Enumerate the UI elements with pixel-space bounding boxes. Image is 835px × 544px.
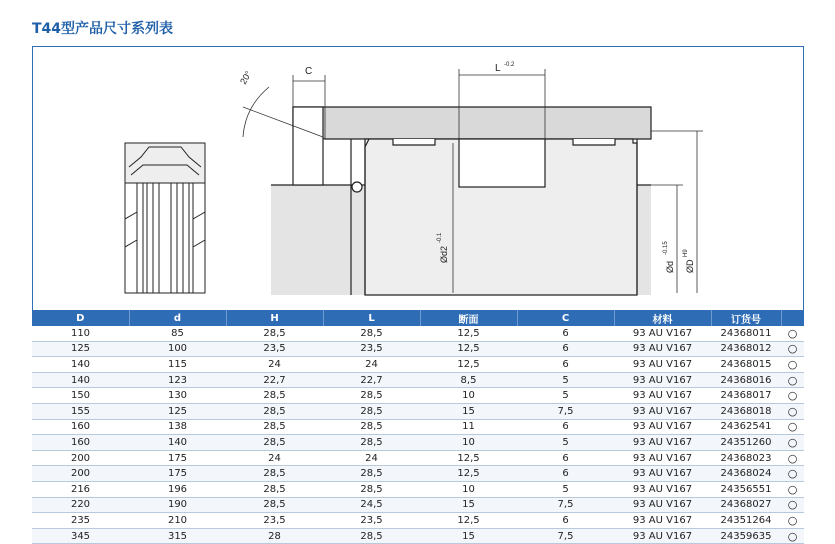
cell-col-H: 28,5 [226, 481, 323, 497]
cell-col-material: 93 AU V167 [614, 357, 711, 373]
drawing-frame [32, 46, 804, 310]
select-circle[interactable]: ○ [781, 326, 804, 341]
cell-col-H: 28 [226, 528, 323, 544]
cell-col-material: 93 AU V167 [614, 403, 711, 419]
label-D: ØD [685, 259, 695, 273]
cell-col-order-no: 24368015 [711, 357, 781, 373]
select-circle[interactable]: ○ [781, 435, 804, 451]
table-header-row [32, 310, 804, 326]
cell-col-section: 10 [420, 388, 517, 404]
cell-col-section: 15 [420, 528, 517, 544]
cell-col-material: 93 AU V167 [614, 435, 711, 451]
cell-col-C: 6 [517, 450, 614, 466]
cell-col-C: 6 [517, 341, 614, 357]
table-row [32, 435, 804, 451]
cell-col-D: 110 [32, 326, 129, 341]
cell-col-L: 28,5 [323, 481, 420, 497]
cell-col-C: 6 [517, 513, 614, 529]
cell-col-L: 28,5 [323, 528, 420, 544]
cell-col-D: 140 [32, 357, 129, 373]
select-circle[interactable]: ○ [781, 497, 804, 513]
cell-col-order-no: 24362541 [711, 419, 781, 435]
cell-col-L: 22,7 [323, 372, 420, 388]
cell-col-L: 28,5 [323, 419, 420, 435]
header-col-order-no: 订货号 [711, 310, 781, 326]
cell-col-L: 28,5 [323, 403, 420, 419]
header-col-C: C [517, 310, 614, 326]
select-circle[interactable]: ○ [781, 419, 804, 435]
select-circle[interactable]: ○ [781, 357, 804, 373]
cell-col-order-no: 24368024 [711, 466, 781, 482]
cell-col-d: 115 [129, 357, 226, 373]
cell-col-section: 12,5 [420, 450, 517, 466]
header-col-d: d [129, 310, 226, 326]
cell-col-L: 28,5 [323, 326, 420, 341]
cell-col-d: 210 [129, 513, 226, 529]
cell-col-material: 93 AU V167 [614, 513, 711, 529]
cell-col-section: 12,5 [420, 357, 517, 373]
table-row [32, 466, 804, 482]
header-col-H: H [226, 310, 323, 326]
cell-col-D: 220 [32, 497, 129, 513]
cell-col-C: 7,5 [517, 497, 614, 513]
cell-col-D: 140 [32, 372, 129, 388]
table-row [32, 326, 804, 341]
cell-col-D: 125 [32, 341, 129, 357]
select-circle[interactable]: ○ [781, 372, 804, 388]
cell-col-H: 28,5 [226, 388, 323, 404]
size-table [32, 310, 804, 544]
cell-col-H: 23,5 [226, 513, 323, 529]
cell-col-L: 24 [323, 450, 420, 466]
cell-col-D: 216 [32, 481, 129, 497]
cell-col-L: 28,5 [323, 388, 420, 404]
cell-col-H: 28,5 [226, 435, 323, 451]
table-row [32, 497, 804, 513]
cell-col-order-no: 24351260 [711, 435, 781, 451]
cell-col-order-no: 24351264 [711, 513, 781, 529]
select-circle[interactable]: ○ [781, 513, 804, 529]
cell-col-d: 100 [129, 341, 226, 357]
label-l-tolerance: -0.2 [504, 62, 515, 68]
seal-detail-section [271, 107, 651, 295]
table-row [32, 419, 804, 435]
cell-col-C: 6 [517, 326, 614, 341]
table-row [32, 341, 804, 357]
cell-col-H: 28,5 [226, 326, 323, 341]
cell-col-C: 6 [517, 466, 614, 482]
table-row [32, 528, 804, 544]
cell-col-material: 93 AU V167 [614, 450, 711, 466]
cell-col-material: 93 AU V167 [614, 528, 711, 544]
table-row [32, 450, 804, 466]
select-circle[interactable]: ○ [781, 341, 804, 357]
header-col-material: 材料 [614, 310, 711, 326]
cell-col-D: 200 [32, 450, 129, 466]
cell-col-L: 24,5 [323, 497, 420, 513]
cell-col-H: 28,5 [226, 497, 323, 513]
cell-col-H: 28,5 [226, 419, 323, 435]
cell-col-section: 10 [420, 435, 517, 451]
cell-col-d: 140 [129, 435, 226, 451]
cell-col-C: 7,5 [517, 528, 614, 544]
table-row [32, 388, 804, 404]
select-circle[interactable]: ○ [781, 450, 804, 466]
cell-col-C: 5 [517, 435, 614, 451]
cell-col-H: 24 [226, 450, 323, 466]
cell-col-D: 200 [32, 466, 129, 482]
cell-col-d: 196 [129, 481, 226, 497]
label-d-tolerance: -0.15 [663, 241, 669, 255]
select-circle[interactable]: ○ [781, 388, 804, 404]
cell-col-d: 85 [129, 326, 226, 341]
cell-col-C: 6 [517, 357, 614, 373]
cell-col-d: 123 [129, 372, 226, 388]
cell-col-section: 10 [420, 481, 517, 497]
table-row [32, 403, 804, 419]
cell-col-section: 12,5 [420, 326, 517, 341]
table-row [32, 513, 804, 529]
cell-col-C: 6 [517, 419, 614, 435]
cell-col-d: 190 [129, 497, 226, 513]
cell-col-material: 93 AU V167 [614, 497, 711, 513]
cell-col-material: 93 AU V167 [614, 326, 711, 341]
cell-col-order-no: 24368016 [711, 372, 781, 388]
cell-col-D: 235 [32, 513, 129, 529]
cell-col-order-no: 24368018 [711, 403, 781, 419]
label-angle: 20° [238, 69, 254, 86]
seal-cross-section [125, 143, 205, 293]
cell-col-D: 155 [32, 403, 129, 419]
cell-col-L: 28,5 [323, 466, 420, 482]
label-d2: Ød2 [439, 245, 449, 263]
select-circle[interactable]: ○ [781, 528, 804, 544]
cell-col-C: 5 [517, 388, 614, 404]
cell-col-C: 7,5 [517, 403, 614, 419]
cell-col-section: 8,5 [420, 372, 517, 388]
table-row [32, 481, 804, 497]
cell-col-H: 22,7 [226, 372, 323, 388]
table-row [32, 357, 804, 373]
cell-col-D: 160 [32, 419, 129, 435]
cell-col-d: 125 [129, 403, 226, 419]
cell-col-order-no: 24359635 [711, 528, 781, 544]
cell-col-H: 28,5 [226, 403, 323, 419]
label-D-tolerance: H9 [683, 249, 689, 257]
cell-col-L: 23,5 [323, 513, 420, 529]
label-d2-tolerance: -0.1 [437, 232, 443, 243]
cell-col-D: 345 [32, 528, 129, 544]
page-title: T44型产品尺寸系列表 [32, 21, 174, 37]
cell-col-D: 150 [32, 388, 129, 404]
label-c: C [305, 66, 313, 77]
cell-col-section: 12,5 [420, 466, 517, 482]
cell-col-order-no: 24368023 [711, 450, 781, 466]
cell-col-H: 28,5 [226, 466, 323, 482]
cell-col-C: 5 [517, 372, 614, 388]
cell-col-L: 24 [323, 357, 420, 373]
header-col-select [781, 310, 804, 326]
cell-col-order-no: 24368011 [711, 326, 781, 341]
cell-col-material: 93 AU V167 [614, 481, 711, 497]
cell-col-H: 24 [226, 357, 323, 373]
header-col-L: L [323, 310, 420, 326]
cell-col-d: 175 [129, 450, 226, 466]
cell-col-section: 11 [420, 419, 517, 435]
technical-drawing [33, 47, 805, 311]
cell-col-material: 93 AU V167 [614, 466, 711, 482]
cell-col-order-no: 24368017 [711, 388, 781, 404]
cell-col-section: 12,5 [420, 513, 517, 529]
cell-col-material: 93 AU V167 [614, 388, 711, 404]
select-circle[interactable]: ○ [781, 481, 804, 497]
label-d: Ød [665, 260, 675, 273]
cell-col-material: 93 AU V167 [614, 341, 711, 357]
cell-col-d: 315 [129, 528, 226, 544]
header-col-D: D [32, 310, 129, 326]
cell-col-order-no: 24368012 [711, 341, 781, 357]
cell-col-L: 23,5 [323, 341, 420, 357]
cell-col-d: 175 [129, 466, 226, 482]
cell-col-order-no: 24356551 [711, 481, 781, 497]
cell-col-d: 130 [129, 388, 226, 404]
table-row [32, 372, 804, 388]
cell-col-d: 138 [129, 419, 226, 435]
cell-col-section: 15 [420, 497, 517, 513]
select-circle[interactable]: ○ [781, 403, 804, 419]
cell-col-section: 12,5 [420, 341, 517, 357]
cell-col-material: 93 AU V167 [614, 372, 711, 388]
label-l: L [495, 63, 501, 74]
cell-col-order-no: 24368027 [711, 497, 781, 513]
cell-col-D: 160 [32, 435, 129, 451]
header-col-section: 断面 [420, 310, 517, 326]
cell-col-H: 23,5 [226, 341, 323, 357]
cell-col-C: 5 [517, 481, 614, 497]
cell-col-L: 28,5 [323, 435, 420, 451]
cell-col-material: 93 AU V167 [614, 419, 711, 435]
cell-col-section: 15 [420, 403, 517, 419]
select-circle[interactable]: ○ [781, 466, 804, 482]
